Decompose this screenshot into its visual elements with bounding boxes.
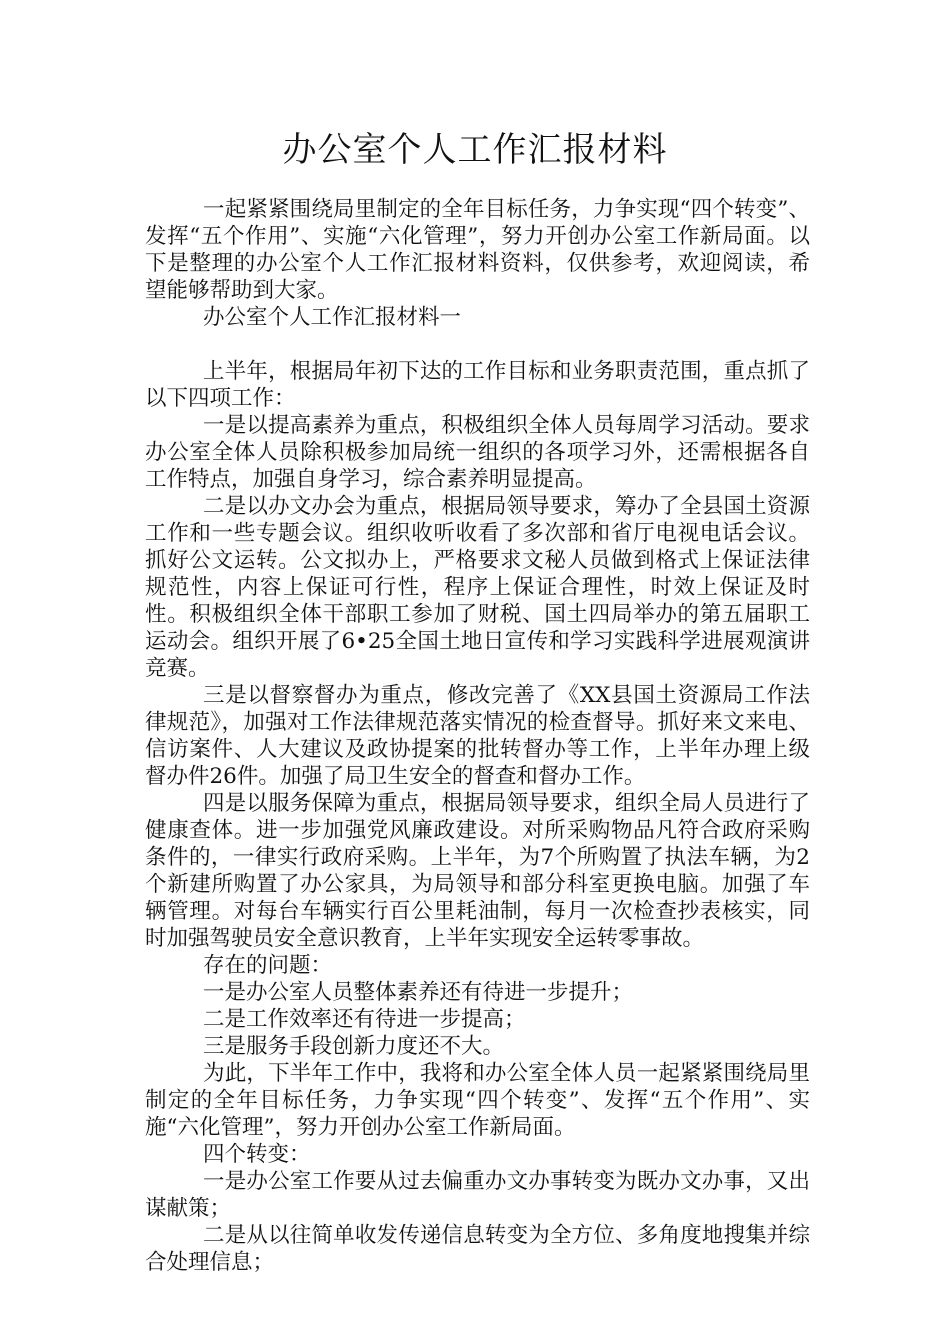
body-paragraph: 四个转变： xyxy=(203,1142,311,1167)
body-paragraph: 上半年，根据局年初下达的工作目标和业务职责范围，重点抓了以下四项工作： xyxy=(145,359,810,411)
section-heading: 办公室个人工作汇报材料一 xyxy=(203,305,462,330)
list-item: 二是工作效率还有待进一步提高； xyxy=(203,1007,526,1032)
list-item: 一是办公室工作要从过去偏重办文办事转变为既办文办事，又出谋献策； xyxy=(145,1169,810,1221)
body-paragraph: 二是以办文办会为重点，根据局领导要求，筹办了全县国土资源工作和一些专题会议。组织收听收看了多次部和省厅电视电话会议。抓好公文运转。公文拟办上，严格要求文秘人员做到格式上保证法律规范性，内容上保证可行性，程序上保证合理性，时效上保证及时性。积极组织全体干部职工参加了财税、国土四局举办的第五届职工运动会。组织开展了6•25全国土地日宣传和学习实践科学进展观演讲竞赛。 xyxy=(145,494,810,681)
body-paragraph: 一是以提高素养为重点，积极组织全体人员每周学习活动。要求办公室全体人员除积极参加局统一组织的各项学习外，还需根据各自工作特点，加强自身学习，综合素养明显提高。 xyxy=(145,413,810,492)
body-paragraph: 为此，下半年工作中，我将和办公室全体人员一起紧紧围绕局里制定的全年目标任务，力争实现“四个转变”、发挥“五个作用”、实施“六化管理”，努力开创办公室工作新局面。 xyxy=(145,1061,810,1140)
list-item: 二是从以往简单收发传递信息转变为全方位、多角度地搜集并综合处理信息； xyxy=(145,1223,810,1275)
document-title: 办公室个人工作汇报材料 xyxy=(282,130,668,170)
blank-line xyxy=(145,331,810,358)
body-paragraph: 存在的问题： xyxy=(203,953,333,978)
intro-paragraph: 一起紧紧围绕局里制定的全年目标任务，力争实现“四个转变”、发挥“五个作用”、实施“六化管理”，努力开创办公室工作新局面。以下是整理的办公室个人工作汇报材料资料，仅供参考，欢迎阅读，希望能够帮助到大家。 xyxy=(145,197,810,303)
document-body xyxy=(145,196,810,1276)
list-item: 三是服务手段创新力度还不大。 xyxy=(203,1034,505,1059)
body-paragraph: 三是以督察督办为重点，修改完善了《XX县国土资源局工作法律规范》，加强对工作法律规范落实情况的检查督导。抓好来文来电、信访案件、人大建议及政协提案的批转督办等工作，上半年办理上级督办件26件。加强了局卫生安全的督查和督办工作。 xyxy=(145,683,810,789)
body-paragraph: 四是以服务保障为重点，根据局领导要求，组织全局人员进行了健康查体。进一步加强党风廉政建设。对所采购物品凡符合政府采购条件的，一律实行政府采购。上半年，为7个所购置了执法车辆，为2个新建所购置了办公家具，为局领导和部分科室更换电脑。加强了车辆管理。对每台车辆实行百公里耗油制，每月一次检查抄表核实，同时加强驾驶员安全意识教育，上半年实现安全运转零事故。 xyxy=(145,791,810,951)
list-item: 一是办公室人员整体素养还有待进一步提升； xyxy=(203,980,634,1005)
